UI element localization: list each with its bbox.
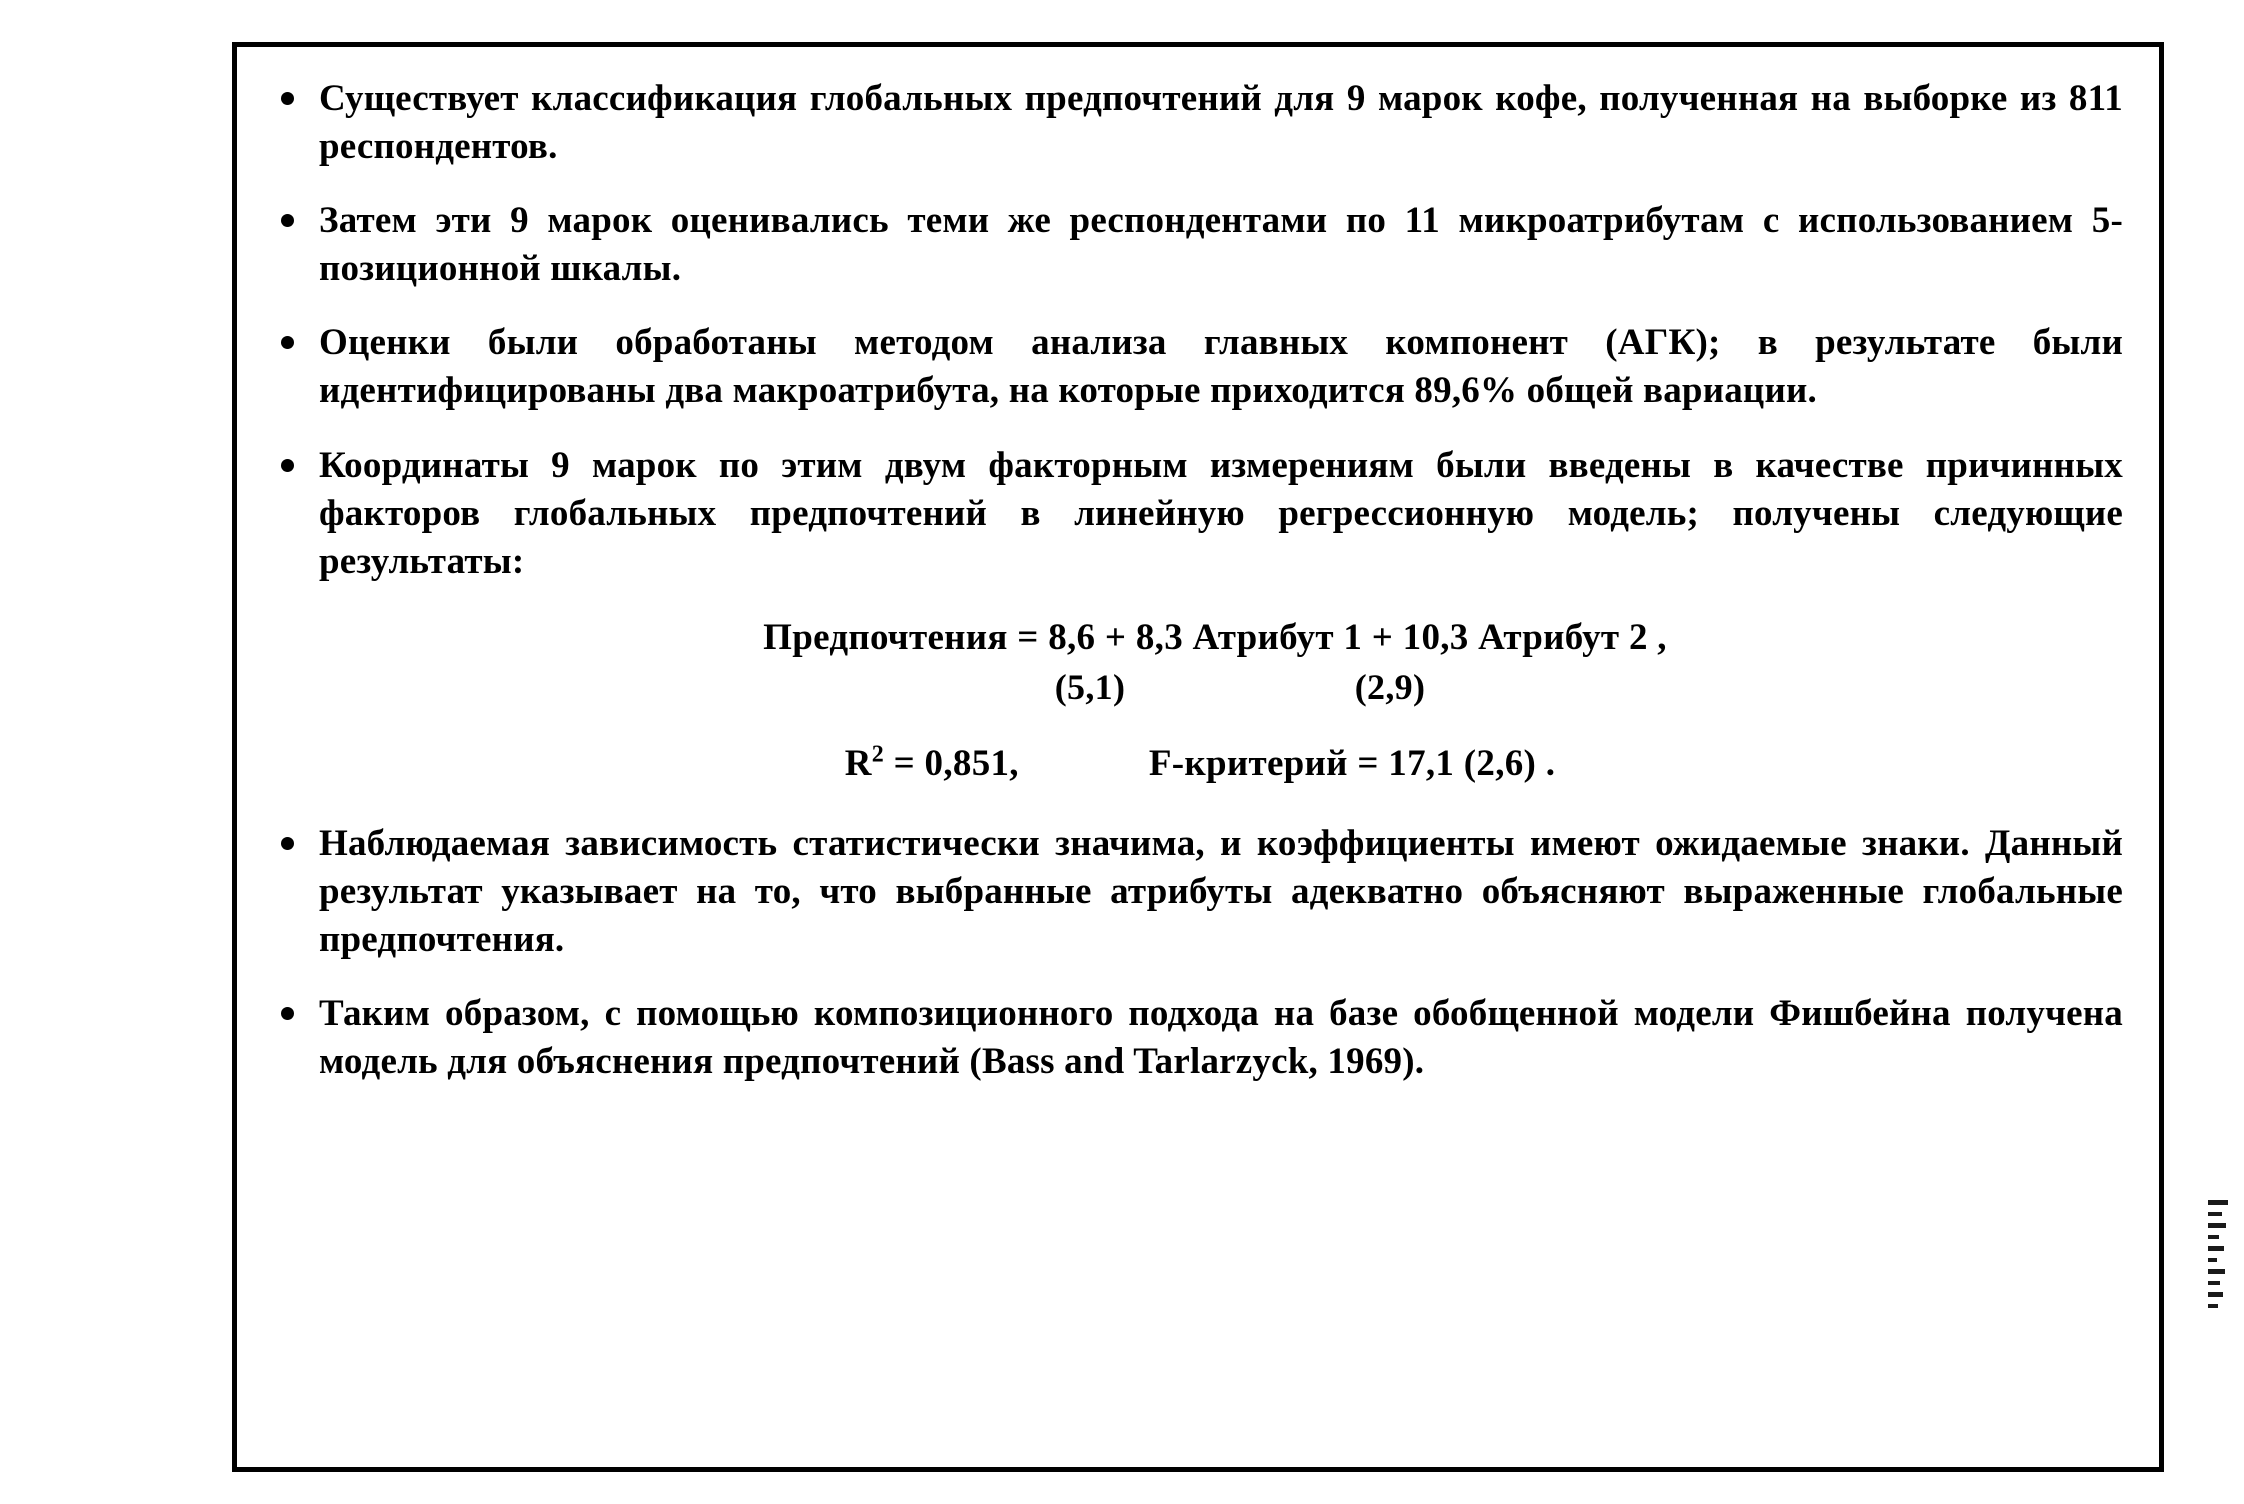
- list-item-text: Затем эти 9 марок оценивались теми же респондентами по 11 микроатрибутам с использованием 5-позиционной шкалы.: [319, 200, 2123, 290]
- r-squared-exponent: 2: [871, 741, 885, 768]
- list-item-text: Существует классификация глобальных предпочтений для 9 марок кофе, полученная на выборке из 811 респондентов.: [319, 78, 2123, 168]
- scan-mark: [2208, 1212, 2222, 1216]
- bullet-list-continued: [267, 820, 2123, 1086]
- r-squared-value: = 0,851,: [893, 743, 1019, 785]
- r-squared-label: R: [844, 743, 872, 785]
- scan-mark: [2208, 1292, 2223, 1297]
- formula-equation: Предпочтения = 8,6 + 8,3 Атрибут 1 + 10,3 Атрибут 2 ,: [763, 616, 1667, 658]
- scan-mark: [2208, 1281, 2220, 1285]
- bullet-marker-icon: [281, 336, 294, 349]
- bullet-marker-icon: [281, 1007, 294, 1020]
- list-item: [267, 990, 2123, 1086]
- standard-error-attribute-1: (5,1): [1054, 667, 1126, 708]
- scan-mark: [2208, 1304, 2218, 1308]
- scan-mark: [2208, 1200, 2228, 1205]
- bullet-marker-icon: [281, 837, 294, 850]
- list-item-text: Таким образом, с помощью композиционного подхода на базе обобщенной модели Фишбейна получена модель для объяснения предпочтений (Bass and Tarlarzyck, 1969).: [319, 993, 2123, 1083]
- formula-standard-errors: [267, 660, 2123, 714]
- list-item-text: Координаты 9 марок по этим двум факторным измерениям были введены в качестве причинных факторов глобальных предпочтений в линейную регрессионную модель; получены следующие результаты:: [319, 444, 2123, 582]
- list-item-text: Наблюдаемая зависимость статистически значима, и коэффициенты имеют ожидаемые знаки. Данный результат указывает на то, что выбранные атрибуты адекватно объясняют выраженные глобальные предпочтения.: [319, 822, 2123, 960]
- regression-formula: [267, 616, 2123, 792]
- r-squared-statistic: [845, 736, 1019, 792]
- list-item: [267, 75, 2123, 171]
- list-item: [267, 197, 2123, 293]
- bullet-marker-icon: [281, 459, 294, 472]
- list-item: [267, 820, 2123, 964]
- slide-frame: [232, 42, 2164, 1472]
- bullet-list: [267, 75, 2123, 586]
- scan-mark: [2208, 1246, 2224, 1251]
- scan-mark: [2208, 1235, 2219, 1239]
- list-item-text: Оценки были обработаны методом анализа главных компонент (АГК); в результате были идентифицированы два макроатрибута, на которые приходится 89,6% общей вариации.: [319, 322, 2123, 412]
- slide-content: [267, 75, 2123, 1443]
- formula-statistics: [267, 736, 2123, 792]
- scan-mark: [2208, 1269, 2225, 1274]
- bullet-marker-icon: [281, 92, 294, 105]
- bullet-marker-icon: [281, 214, 294, 227]
- f-test-statistic: F-критерий = 17,1 (2,6) .: [1148, 743, 1556, 785]
- standard-error-attribute-2: (2,9): [1354, 667, 1426, 708]
- page-edge-scan-artifacts: [2208, 1200, 2230, 1400]
- scan-mark: [2208, 1223, 2226, 1228]
- list-item: [267, 442, 2123, 586]
- scan-mark: [2208, 1258, 2217, 1262]
- list-item: [267, 319, 2123, 415]
